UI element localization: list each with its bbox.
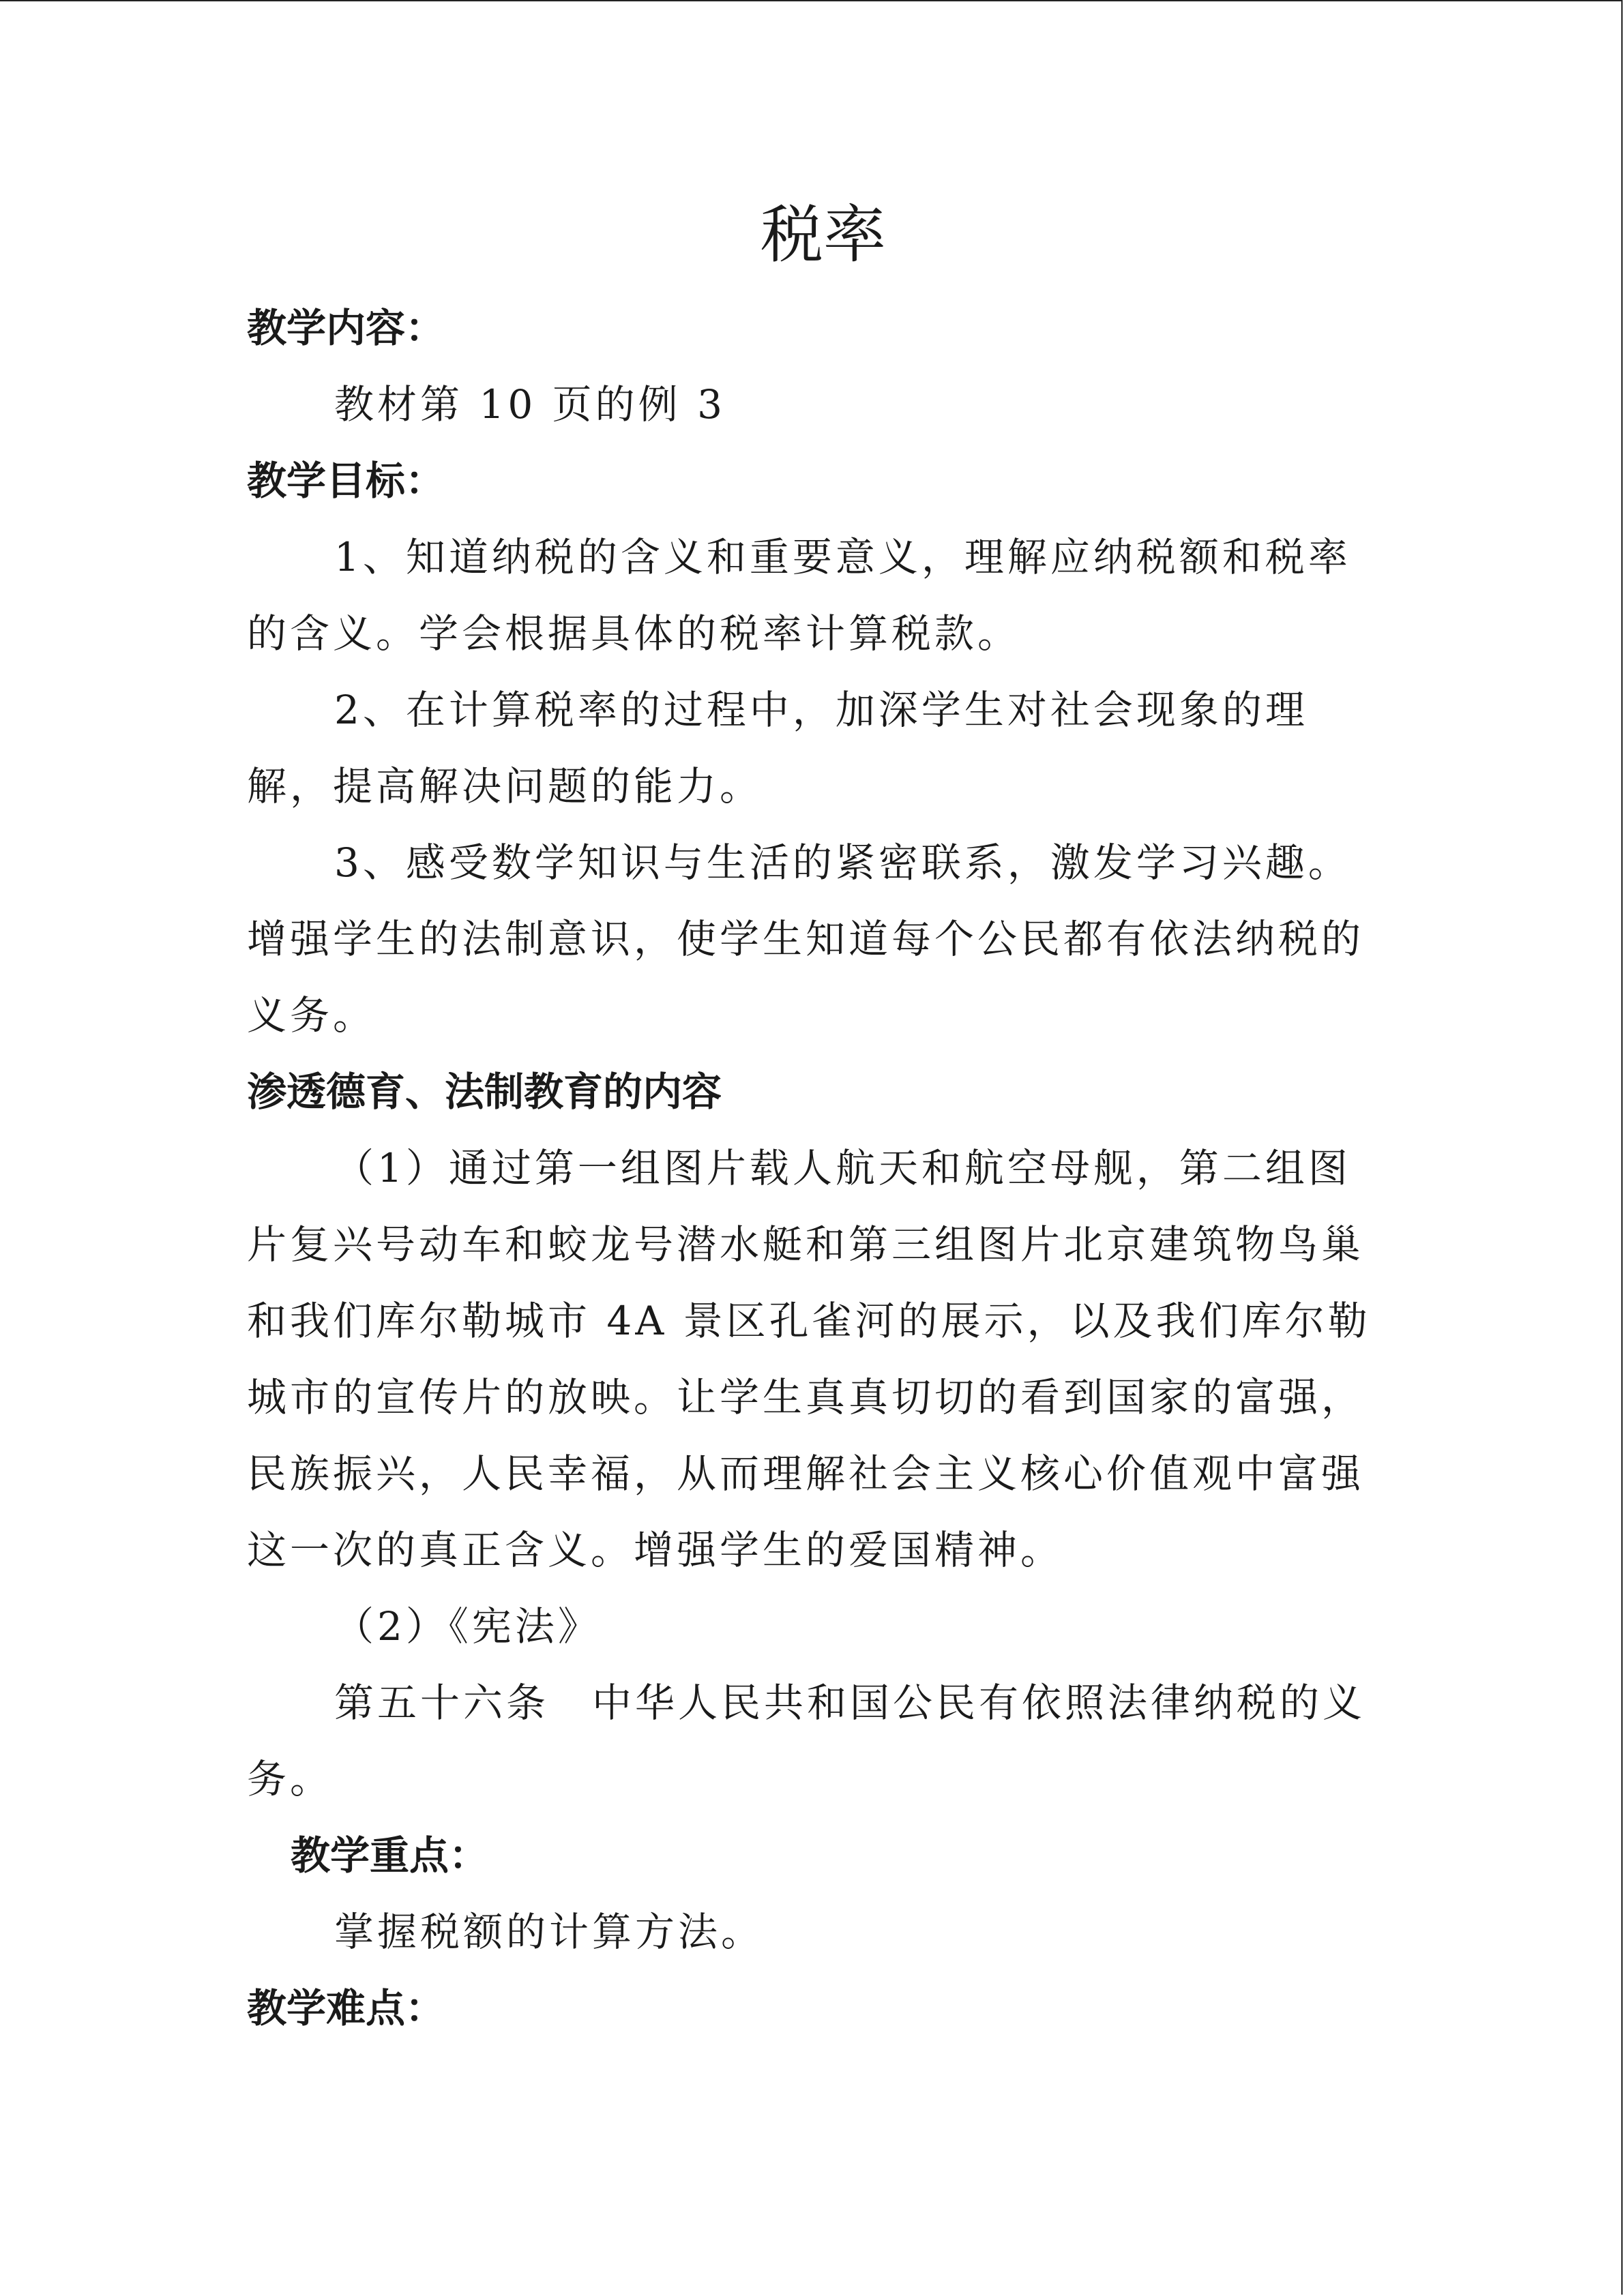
section-heading-moral-education: 渗透德育、法制教育的内容: [247, 1069, 722, 1115]
section-heading-objectives: 教学目标：: [247, 458, 445, 504]
moral-paragraph-2: （2）《宪法》: [334, 1603, 601, 1650]
objective-paragraph-3: 3、感受数学知识与生活的紧密联系，激发学习兴趣。增强学生的法制意识，使学生知道每个公民都有依法纳税的义务。: [247, 839, 1365, 1039]
section-heading-key-points: 教学重点：: [291, 1832, 489, 1879]
key-points-paragraph: 掌握税额的计算方法。: [334, 1909, 765, 1955]
document-title: 税率: [760, 198, 886, 271]
section-heading-content: 教学内容：: [247, 305, 445, 351]
document-body: [247, 194, 1379, 2046]
moral-paragraph-1: （1）通过第一组图片载人航天和航空母舰，第二组图片复兴号动车和蛟龙号潜水艇和第三组图片北京建筑物鸟巢和我们库尔勒城市 4A 景区孔雀河的展示，以及我们库尔勒城市的宣传片的放映。让学生真真切切的看到国家的富强，民族振兴，人民幸福，从而理解社会主义核心价值观中富强这一次的真正含义。增强学生的爱国精神。: [247, 1145, 1371, 1573]
objective-paragraph-2: 2、在计算税率的过程中，加深学生对社会现象的理解，提高解决问题的能力。: [247, 687, 1308, 809]
moral-paragraph-3: 第五十六条 中华人民共和国公民有依照法律纳税的义务。: [247, 1680, 1366, 1802]
objective-paragraph-1: 1、知道纳税的含义和重要意义，理解应纳税额和税率的含义。学会根据具体的税率计算税款。: [247, 534, 1351, 657]
content-paragraph: 教材第 10 页的例 3: [334, 381, 726, 428]
section-heading-difficulties: 教学难点：: [247, 1985, 445, 2031]
